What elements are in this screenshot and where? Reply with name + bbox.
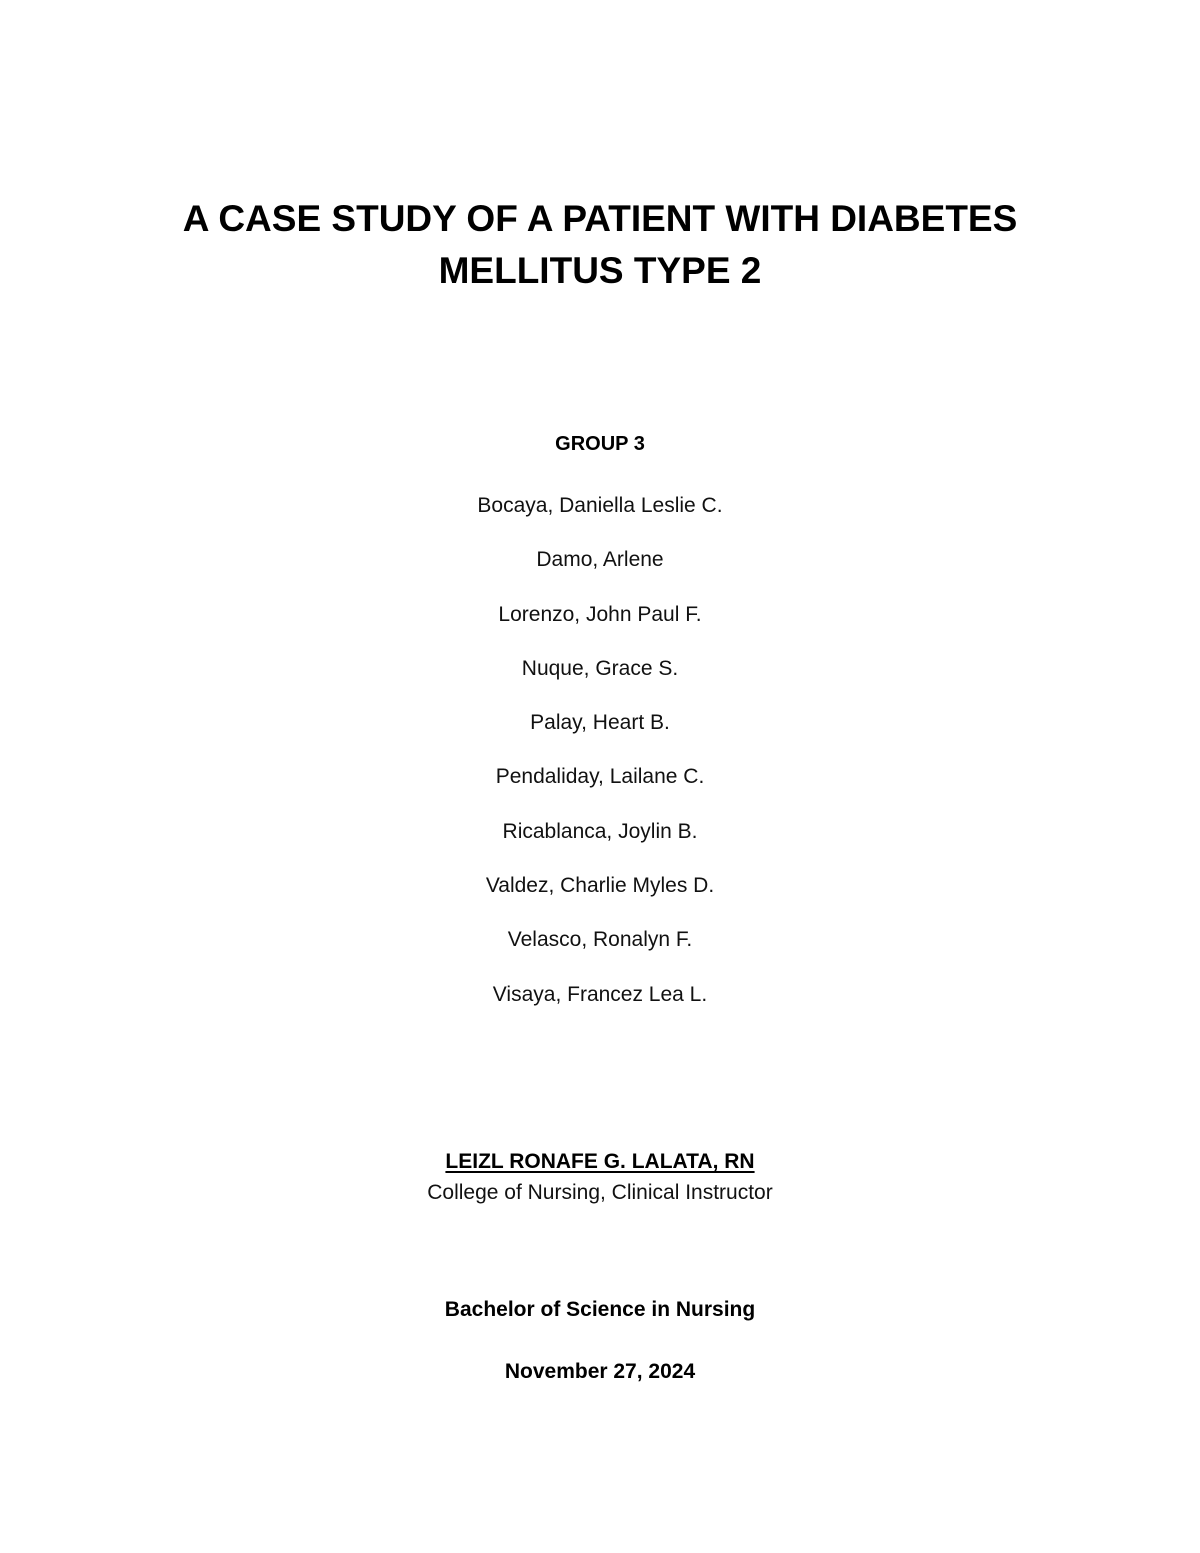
member-name: Lorenzo, John Paul F. xyxy=(498,602,702,626)
member-name: Bocaya, Daniella Leslie C. xyxy=(477,494,723,517)
title-line-2: MELLITUS TYPE 2 xyxy=(438,250,762,291)
member-list xyxy=(0,493,1200,1036)
member-name: Damo, Arlene xyxy=(536,548,664,572)
member-name: Ricablanca, Joylin B. xyxy=(502,819,698,843)
member-name: Valdez, Charlie Myles D. xyxy=(485,874,715,898)
submission-date: November 27, 2024 xyxy=(504,1360,696,1383)
document-title xyxy=(100,193,1100,297)
member-name: Visaya, Francez Lea L. xyxy=(492,982,708,1006)
instructor-name xyxy=(0,1149,1200,1175)
member-name: Velasco, Ronalyn F. xyxy=(507,928,693,952)
degree-program: Bachelor of Science in Nursing xyxy=(444,1298,756,1321)
member-name: Palay, Heart B. xyxy=(530,711,670,735)
instructor-role: College of Nursing, Clinical Instructor xyxy=(427,1181,773,1204)
member-name: Nuque, Grace S. xyxy=(521,656,679,680)
title-line-1: A CASE STUDY OF A PATIENT WITH DIABETES xyxy=(182,198,1018,239)
group-label: GROUP 3 xyxy=(555,433,645,455)
member-name: Pendaliday, Lailane C. xyxy=(495,765,705,789)
instructor-name-text: LEIZL RONAFE G. LALATA, RN xyxy=(445,1150,755,1173)
